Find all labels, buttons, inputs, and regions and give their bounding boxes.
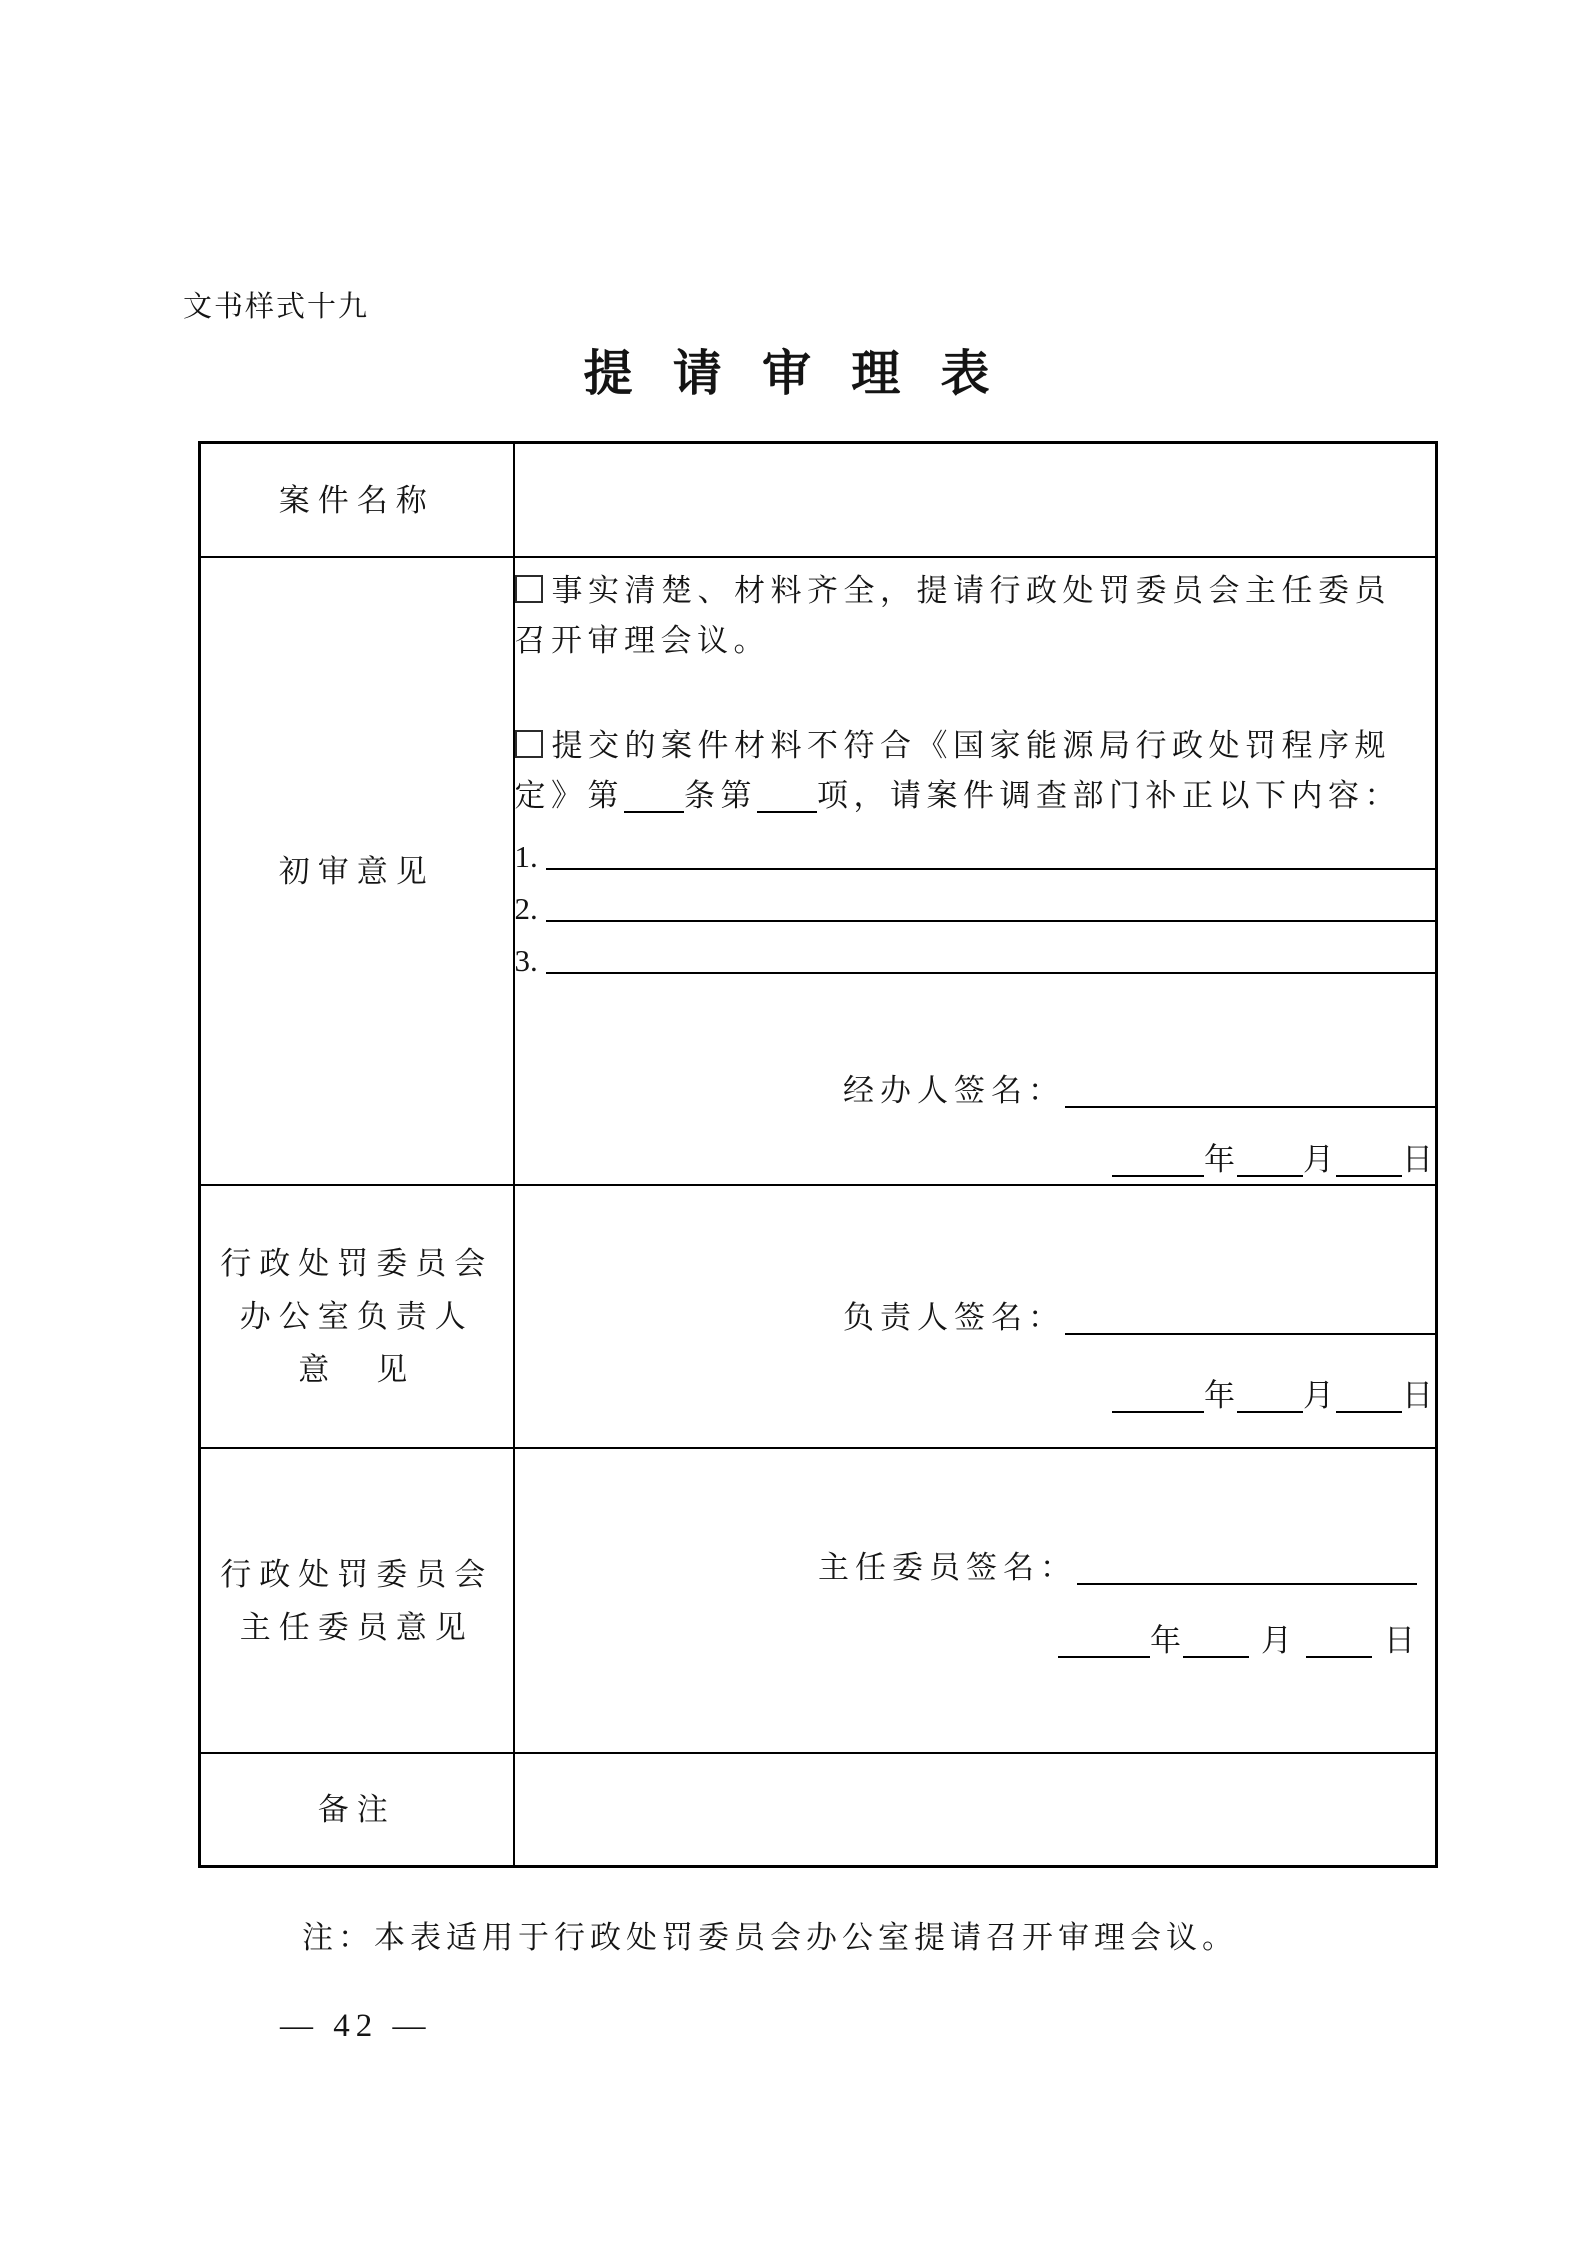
correction-item-row (515, 823, 1436, 875)
year-label: 年 (1204, 1142, 1237, 1177)
year-blank (1058, 1626, 1150, 1658)
case-name-label-cell (200, 443, 514, 558)
form-title: 提 请 审 理 表 (583, 346, 1004, 401)
option-clear-facts-line1 (515, 566, 1436, 616)
office-head-label-line: 办公室负责人 (239, 1299, 474, 1334)
doc-style-label: 文书样式十九 (183, 291, 370, 323)
handler-signature-line (515, 1067, 1436, 1111)
item-number: 3. (514, 943, 538, 978)
chief-signature-line (515, 1544, 1418, 1588)
year-label: 年 (1204, 1378, 1237, 1413)
office-head-content-cell (514, 1185, 1437, 1448)
correction-item-row (515, 927, 1436, 979)
preliminary-review-row (200, 557, 1437, 1185)
item-underline (546, 972, 1435, 974)
day-blank (1336, 1145, 1402, 1177)
chief-member-content-cell (514, 1448, 1437, 1753)
signature-blank (1065, 1076, 1435, 1108)
case-name-label: 案件名称 (278, 482, 435, 518)
chief-member-opinion-label-cell (200, 1448, 514, 1753)
option-nonconforming-text1: 提交的案件材料不符合《国家能源局行政处罚程序规 (551, 728, 1391, 763)
signature-blank (1065, 1303, 1435, 1335)
year-blank (1112, 1381, 1204, 1413)
option-nonconforming-text2c: 项，请案件调查部门补正以下内容： (817, 778, 1401, 813)
preliminary-review-content-cell (514, 557, 1437, 1185)
office-head-opinion-label-cell (200, 1185, 514, 1448)
option-nonconforming-text2b: 条第 (684, 778, 757, 813)
chief-member-opinion-row (200, 1448, 1437, 1753)
correction-item-row (515, 875, 1436, 927)
month-label: 月 (1303, 1378, 1336, 1413)
office-head-opinion-row (200, 1185, 1437, 1448)
option-nonconforming-line1 (515, 721, 1436, 771)
option-clear-facts-text1: 事实清楚、材料齐全，提请行政处罚委员会主任委员 (551, 573, 1391, 608)
item-underline (546, 920, 1435, 922)
clause-number-blank (757, 781, 817, 813)
month-label: 月 (1261, 1623, 1294, 1658)
preliminary-review-label-cell (200, 557, 514, 1185)
remarks-row (200, 1753, 1437, 1867)
signature-blank (1077, 1553, 1417, 1585)
remarks-label-cell (200, 1753, 514, 1867)
chief-member-label-line: 主任委员意见 (239, 1609, 474, 1645)
month-blank (1237, 1381, 1303, 1413)
day-blank (1306, 1626, 1372, 1658)
option-clear-facts-line2: 召开审理会议。 (514, 623, 770, 658)
month-blank (1237, 1145, 1303, 1177)
handler-signature-label: 经办人签名： (843, 1073, 1065, 1108)
chief-date-line (515, 1617, 1418, 1661)
chief-member-label-line: 行政处罚委员会 (220, 1556, 494, 1592)
remarks-label: 备注 (317, 1792, 396, 1827)
day-blank (1336, 1381, 1402, 1413)
month-label: 月 (1303, 1142, 1336, 1177)
article-number-blank (624, 781, 684, 813)
correction-items (515, 823, 1436, 979)
case-name-row (200, 443, 1437, 558)
office-head-label-line: 行政处罚委员会 (220, 1246, 494, 1281)
case-name-value-cell (514, 443, 1437, 558)
item-underline (546, 868, 1435, 870)
item-number: 1. (514, 839, 538, 874)
option-nonconforming-line2 (515, 771, 1436, 821)
day-label: 日 (1384, 1623, 1417, 1658)
review-request-table (198, 441, 1438, 1868)
year-label: 年 (1150, 1623, 1183, 1658)
handler-date-line (515, 1136, 1436, 1180)
office-head-label-line: 意 见 (298, 1352, 416, 1387)
footnote: 注：本表适用于行政处罚委员会办公室提请召开审理会议。 (302, 1920, 1238, 1955)
preliminary-review-label: 初审意见 (278, 853, 435, 889)
checkbox-icon (515, 575, 543, 603)
page-number: — 42 — (280, 2008, 432, 2044)
office-head-signature-line (515, 1294, 1436, 1338)
item-number: 2. (514, 891, 538, 926)
month-blank (1183, 1626, 1249, 1658)
day-label: 日 (1402, 1142, 1435, 1177)
year-blank (1112, 1145, 1204, 1177)
office-head-signature-label: 负责人签名： (843, 1300, 1065, 1335)
office-head-date-line (515, 1372, 1436, 1416)
chief-signature-label: 主任委员签名： (818, 1550, 1077, 1585)
option-nonconforming-text2a: 定》第 (514, 778, 624, 813)
remarks-value-cell (514, 1753, 1437, 1867)
checkbox-icon (515, 730, 543, 758)
day-label: 日 (1402, 1378, 1435, 1413)
